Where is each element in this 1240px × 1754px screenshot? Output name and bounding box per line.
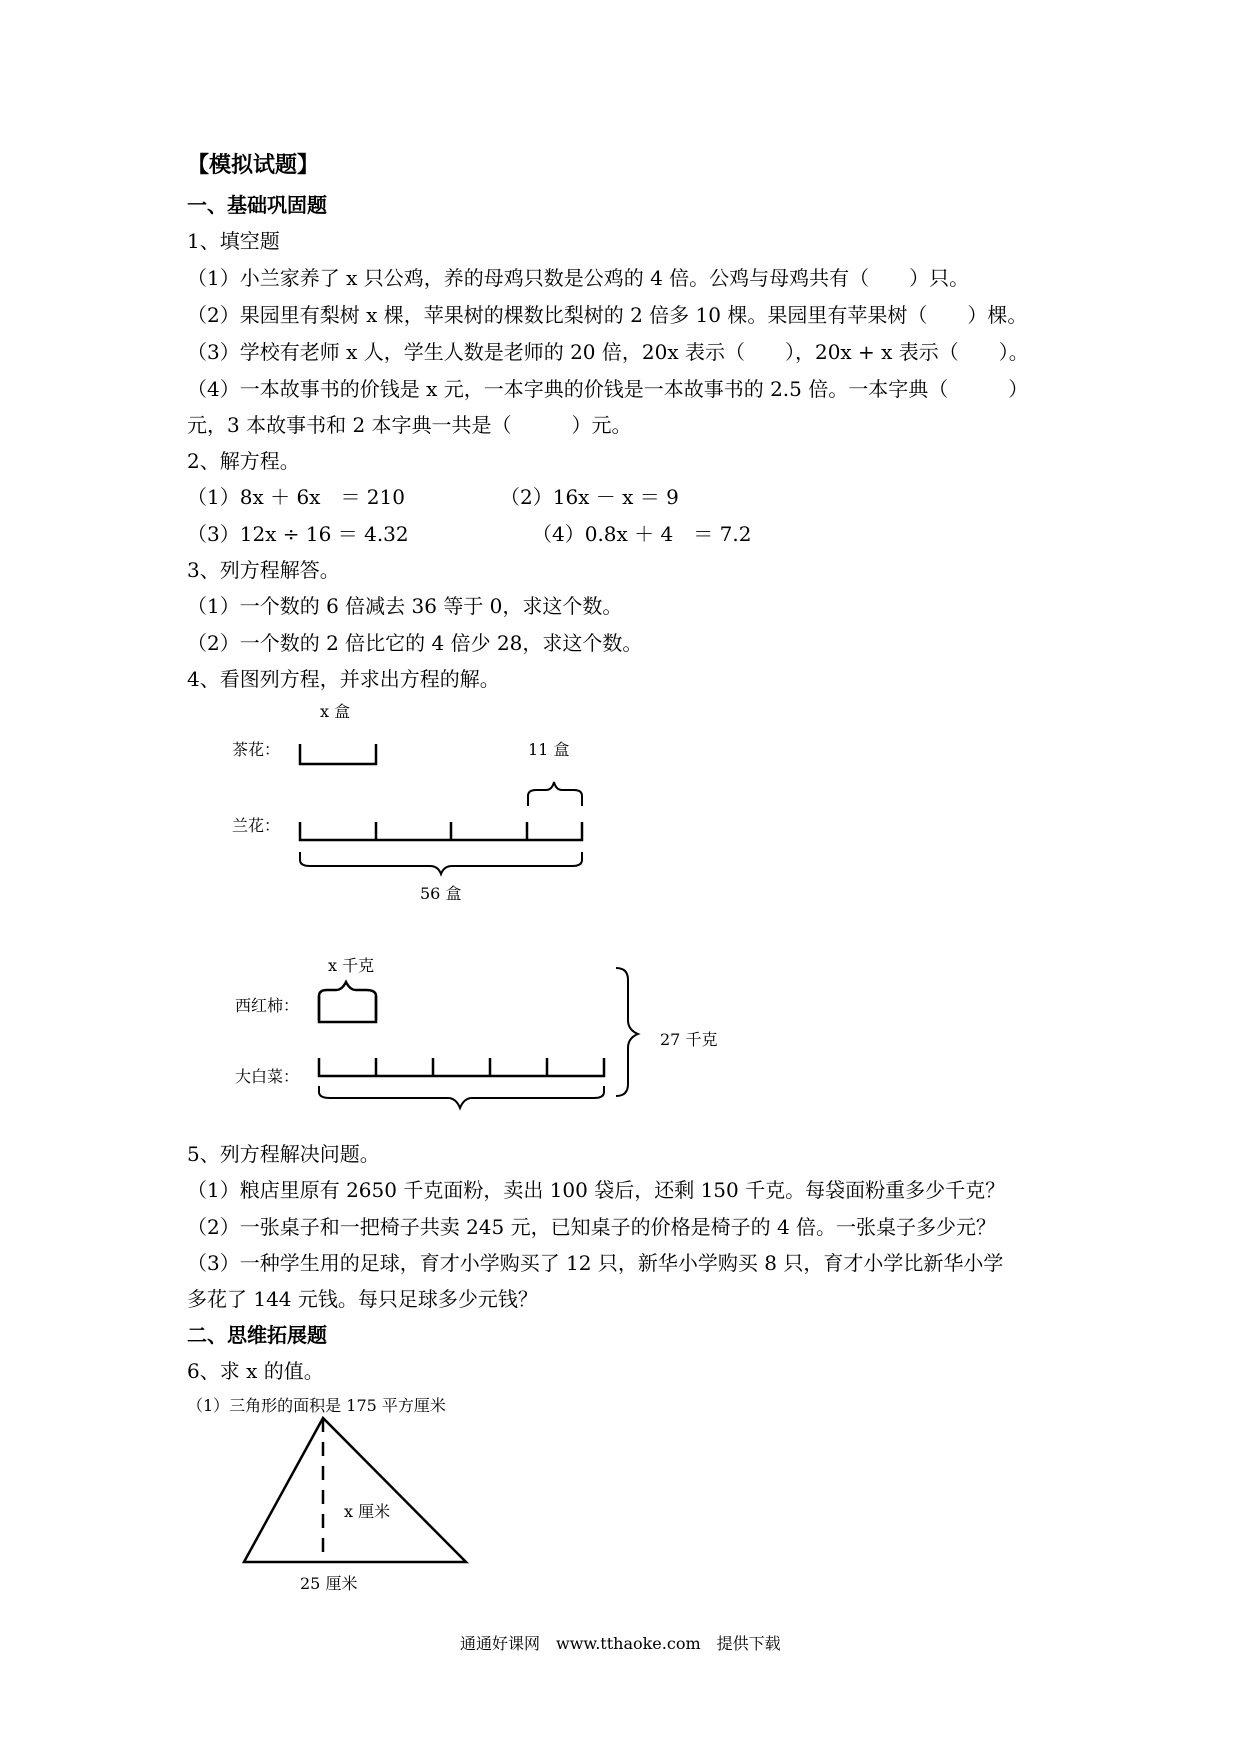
q6-item-1: （1）三角形的面积是 175 平方厘米: [187, 1396, 446, 1415]
triangle: [244, 1418, 466, 1562]
orchid-bar: [300, 822, 582, 840]
q1-item-4: （4）一本故事书的价钱是 x 元，一本字典的价钱是一本故事书的 2.5 倍。一本字典（ ）: [187, 377, 1029, 401]
cabbage-bar: [319, 1058, 604, 1076]
total-weight-brace: [616, 968, 638, 1096]
equation-3: （3）12x ÷ 16 ＝ 4.32: [187, 522, 409, 546]
q5-item-3: （3）一种学生用的足球，育才小学购买了 12 只，新华小学购买 8 只，育才小学比新华小学: [187, 1251, 1004, 1275]
equation-4: （4）0.8x ＋ 4 ＝ 7.2: [532, 522, 752, 546]
cabbage-label: 大白菜：: [235, 1067, 300, 1086]
footer-text: 通通好课网 www.tthaoke.com 提供下载: [460, 1634, 781, 1653]
tea-flower-label: 茶花：: [232, 740, 281, 759]
tomato-x-label: x 千克: [328, 956, 375, 975]
extra-boxes-brace: [528, 782, 582, 806]
q1-item-3: （3）学校有老师 x 人，学生人数是老师的 20 倍，20x 表示（ ），20x + x 表示（ ）。: [187, 340, 1029, 364]
equation-2: （2）16x － x ＝ 9: [500, 485, 679, 509]
cabbage-bar-ticks: [376, 1058, 547, 1076]
q1-label: 1、填空题: [187, 229, 280, 253]
total-weight-label: 27 千克: [660, 1030, 718, 1049]
q3-label: 3、列方程解答。: [187, 558, 340, 582]
q6-label: 6、求 x 的值。: [187, 1359, 324, 1383]
section2-heading: 二、思维拓展题: [187, 1323, 327, 1347]
orchid-label: 兰花：: [232, 816, 281, 835]
tomato-bar: [319, 996, 376, 1022]
equation-1: （1）8x ＋ 6x ＝ 210: [187, 485, 405, 509]
orchid-bar-ticks: [376, 822, 527, 840]
q5-item-2: （2）一张桌子和一把椅子共卖 245 元，已知桌子的价格是椅子的 4 倍。一张桌子多少元？: [187, 1215, 997, 1239]
tea-flower-bar: [300, 744, 376, 764]
q1-item-2: （2）果园里有梨树 x 棵，苹果树的棵数比梨树的 2 倍多 10 棵。果园里有苹果树（ ）棵。: [187, 303, 1028, 327]
q5-item-3-cont: 多花了 144 元钱。每只足球多少元钱？: [187, 1287, 538, 1311]
q3-item-1: （1）一个数的 6 倍减去 36 等于 0，求这个数。: [187, 594, 623, 618]
q1-item-4-cont: 元，3 本故事书和 2 本字典一共是（ ）元。: [187, 413, 632, 437]
total-boxes-brace: [300, 852, 582, 874]
page-title: 【模拟试题】: [187, 152, 320, 178]
extra-boxes-label: 11 盒: [528, 740, 570, 759]
q1-item-1: （1）小兰家养了 x 只公鸡，养的母鸡只数是公鸡的 4 倍。公鸡与母鸡共有（ ）只。: [187, 266, 970, 290]
q5-label: 5、列方程解决问题。: [187, 1142, 380, 1166]
triangle-base-label: 25 厘米: [300, 1574, 358, 1593]
q3-item-2: （2）一个数的 2 倍比它的 4 倍少 28，求这个数。: [187, 631, 643, 655]
tomato-label: 西红柿：: [235, 996, 300, 1015]
q4-label: 4、看图列方程，并求出方程的解。: [187, 667, 500, 691]
tomato-bar-top: [319, 982, 376, 1020]
section1-heading: 一、基础巩固题: [187, 193, 327, 217]
tea-flower-x-label: x 盒: [320, 702, 351, 721]
q5-item-1: （1）粮店里原有 2650 千克面粉，卖出 100 袋后，还剩 150 千克。每袋面粉重多少千克？: [187, 1178, 1006, 1202]
triangle-height-label: x 厘米: [344, 1502, 391, 1521]
cabbage-brace: [319, 1086, 604, 1108]
q2-label: 2、解方程。: [187, 449, 300, 473]
total-boxes-label: 56 盒: [420, 884, 462, 903]
